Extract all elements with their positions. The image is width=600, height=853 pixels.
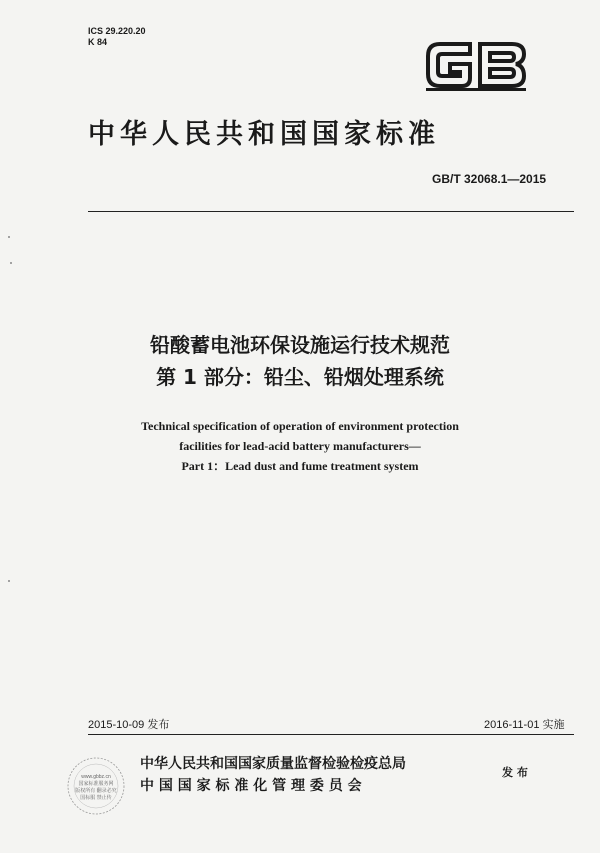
publisher-stamp — [64, 754, 128, 818]
stamp-text-2: 国家标准服务网 — [78, 781, 114, 787]
en-title-line-3: Part 1：Lead dust and fume treatment system — [181, 459, 419, 473]
en-title-line-1: Technical specification of operation of environment protection — [141, 419, 459, 433]
top-divider — [88, 211, 574, 212]
scan-speck — [8, 236, 10, 238]
issue-label: 发 布 — [502, 766, 528, 779]
issue-date: 2015-10-09 发布 — [88, 719, 170, 731]
gb-logo — [422, 36, 530, 94]
en-title-line-2: facilities for lead-acid battery manufacturers— — [179, 439, 421, 453]
ics-code: ICS 29.220.20 — [88, 26, 146, 36]
implementation-date: 2016-11-01 实施 — [484, 719, 565, 731]
standard-number: GB/T 32068.1—2015 — [432, 172, 547, 186]
cn-title-line-2: 第 1 部分：铅尘、铅烟处理系统 — [156, 365, 444, 389]
stamp-text-4: 国标服 禁止传 — [80, 795, 112, 801]
issuer-line-2: 中 国 国 家 标 准 化 管 理 委 员 会 — [140, 778, 362, 794]
ics-code-block — [88, 26, 146, 48]
stamp-text-1: www.gbbz.cn — [81, 774, 111, 780]
ccs-code: K 84 — [88, 37, 108, 47]
cn-title-line-1: 铅酸蓄电池环保设施运行技术规范 — [150, 333, 450, 357]
national-standard-title: 中华人民共和国国家标准 — [88, 119, 440, 150]
scan-speck — [10, 262, 12, 264]
scan-speck — [8, 580, 10, 582]
issuer-line-1: 中华人民共和国国家质量监督检验检疫总局 — [140, 756, 406, 772]
stamp-text-3: 版权所有 翻录必究 — [75, 788, 117, 794]
bottom-divider — [88, 734, 574, 735]
